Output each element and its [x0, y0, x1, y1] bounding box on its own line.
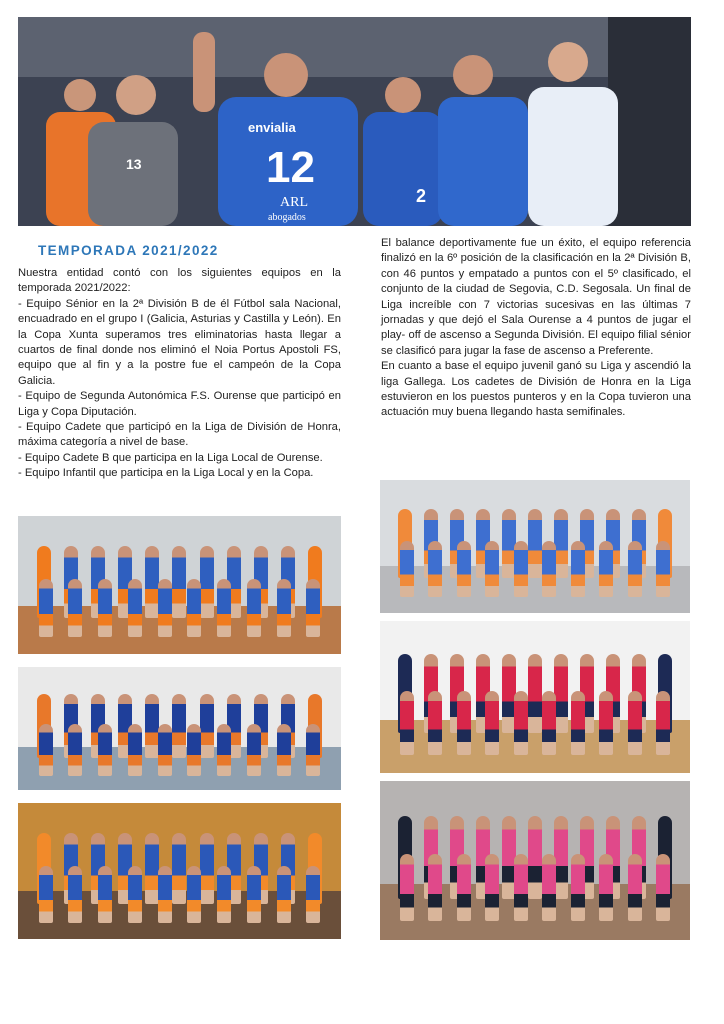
player	[428, 691, 442, 755]
player	[485, 854, 499, 921]
hero-player-number: 2	[416, 186, 427, 206]
player	[514, 691, 528, 755]
player	[457, 691, 471, 755]
player	[158, 724, 172, 776]
team-item-cadete: - Equipo Cadete que participó en la Liga de División de Honra, máxima categoría a nivel de base.	[18, 421, 341, 449]
player	[68, 579, 82, 637]
hero-jersey-sponsor: envialia	[248, 120, 296, 135]
player	[247, 579, 261, 637]
player	[542, 854, 556, 921]
player	[428, 854, 442, 921]
player	[656, 541, 670, 597]
player	[68, 724, 82, 776]
player	[39, 579, 53, 637]
player	[656, 854, 670, 921]
hero-team-celebration-photo	[18, 17, 691, 226]
player	[247, 724, 261, 776]
player	[217, 866, 231, 923]
player	[158, 579, 172, 637]
player	[457, 541, 471, 597]
player	[128, 724, 142, 776]
player	[571, 541, 585, 597]
season-title: TEMPORADA 2021/2022	[38, 243, 219, 258]
player	[277, 724, 291, 776]
player	[428, 541, 442, 597]
player	[98, 724, 112, 776]
left-text-column	[18, 266, 341, 482]
team-photo-cadete-b	[380, 621, 690, 773]
player	[400, 541, 414, 597]
team-item-cadete-b: - Equipo Cadete B que participa en la Liga Local de Ourense.	[18, 451, 323, 464]
player	[485, 541, 499, 597]
team-item-senior: - Equipo Sénior en la 2ª División B de él Fútbol sala Nacional, encuadrado en el grupo I (Galicia, Asturias y Castilla y León). En la Copa Xunta superamos tres eliminatorias hasta llegar a cuartos de final donde nos eliminó el Noia Portus Apostoli FS, equipo que al fin y a la postre fue el campeón de la Copa Galicia.	[18, 297, 341, 387]
player	[187, 724, 201, 776]
player	[485, 691, 499, 755]
player	[400, 691, 414, 755]
balance-paragraph: El balance deportivamente fue un éxito, el equipo referencia finalizó en la 6º posición de la clasificación en la 2ª División B, con 46 puntos y empatado a puntos con el 5º clasificado, el conjunto de la ciudad de Segovia, C.D. Segosala. Un final de Liga increíble con 7 victorias sucesivas en las últimas 7 jornadas y que dejó el Sala Ourense a 4 puntos de jugar el play- off de ascenso a Segunda División. El equipo filial sénior se clasificó para jugar la fase de ascenso a Preferente.	[381, 237, 691, 357]
player	[571, 691, 585, 755]
player	[599, 541, 613, 597]
player	[68, 866, 82, 923]
hero-sponsor-arl: ARL	[280, 195, 308, 210]
player	[628, 541, 642, 597]
player	[571, 854, 585, 921]
player	[628, 854, 642, 921]
player	[656, 691, 670, 755]
hero-jersey-number: 12	[266, 143, 315, 192]
front-row-players	[31, 579, 328, 637]
right-text-column	[381, 236, 691, 421]
player	[128, 866, 142, 923]
player	[542, 691, 556, 755]
team-photo-juvenil	[18, 803, 341, 939]
player	[217, 579, 231, 637]
player	[217, 724, 231, 776]
player	[277, 866, 291, 923]
front-row-players	[31, 866, 328, 923]
hero-goalkeeper-number: 13	[126, 156, 142, 172]
front-row-players	[392, 854, 677, 921]
player	[599, 854, 613, 921]
player	[599, 691, 613, 755]
hero-sponsor-abogados: abogados	[268, 212, 306, 223]
player	[306, 579, 320, 637]
player	[187, 866, 201, 923]
player	[98, 579, 112, 637]
player	[247, 866, 261, 923]
team-photo-cadete	[380, 480, 690, 613]
player	[514, 854, 528, 921]
player	[187, 579, 201, 637]
player	[400, 854, 414, 921]
player	[158, 866, 172, 923]
intro-paragraph: Nuestra entidad contó con los siguientes equipos en la temporada 2021/2022:	[18, 267, 341, 295]
front-row-players	[392, 541, 677, 597]
player	[542, 541, 556, 597]
team-item-infantil: - Equipo Infantil que participa en la Liga Local y en la Copa.	[18, 467, 314, 480]
player	[39, 866, 53, 923]
team-item-segunda-autonomica: - Equipo de Segunda Autonómica F.S. Ourense que participó en Liga y Copa Diputación.	[18, 390, 341, 418]
player	[128, 579, 142, 637]
player	[98, 866, 112, 923]
youth-paragraph: En cuanto a base el equipo juvenil ganó su Liga y ascendió la liga Gallega. Los cadetes de División de Honra en la Liga estuvieron en los puestos punteros y en la Copa tuvieron una actuación muy buena llegando hasta semifinales.	[381, 360, 691, 419]
player	[39, 724, 53, 776]
player	[306, 724, 320, 776]
team-photo-segunda-autonomica	[18, 667, 341, 790]
player	[277, 579, 291, 637]
player	[514, 541, 528, 597]
hero-photo-illustration	[18, 17, 691, 226]
team-photo-infantil	[380, 781, 690, 940]
front-row-players	[392, 691, 677, 755]
player	[306, 866, 320, 923]
player	[628, 691, 642, 755]
front-row-players	[31, 724, 328, 776]
team-photo-senior	[18, 516, 341, 654]
player	[457, 854, 471, 921]
